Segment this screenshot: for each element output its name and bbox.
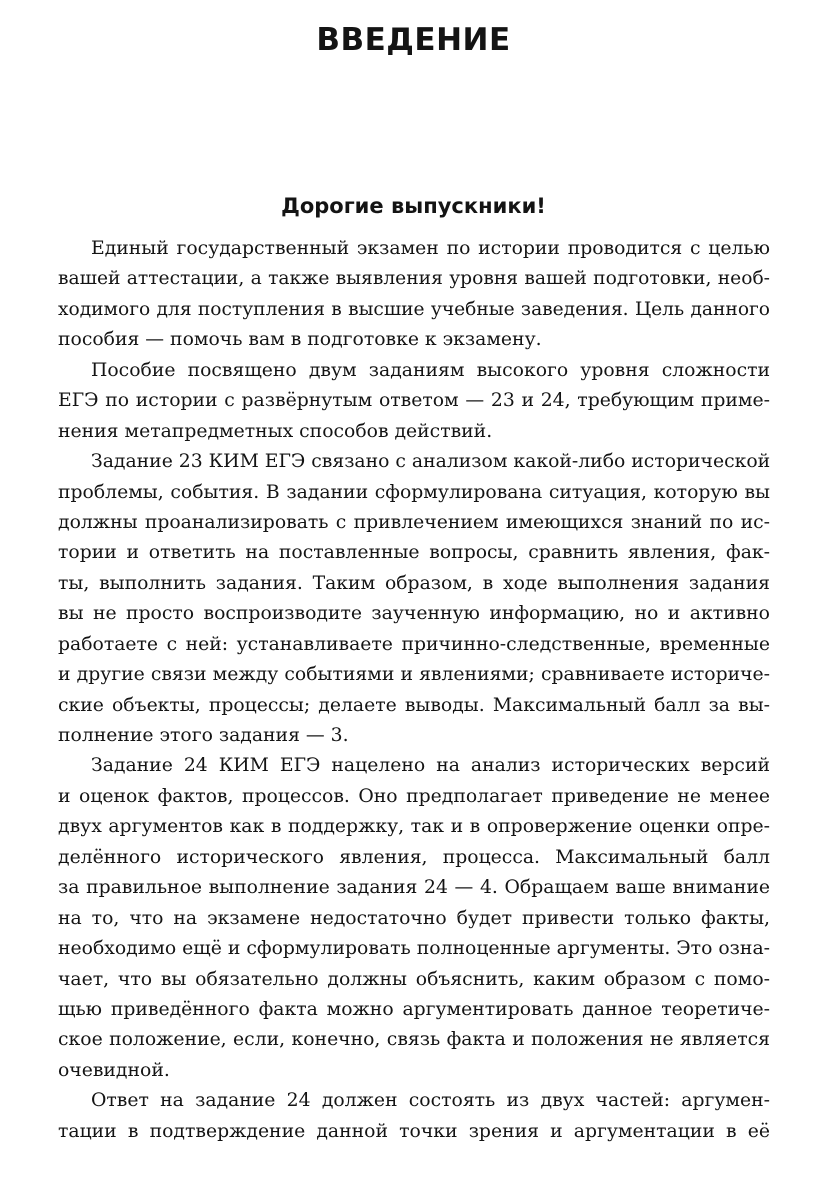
text-line: щью приведённого факта можно аргументировать данное теоретиче-: [58, 998, 770, 1020]
text-line: проблемы, события. В задании сформулирована ситуация, которую вы: [58, 481, 770, 503]
paragraph: [58, 751, 770, 1086]
chapter-title: ВВЕДЕНИЕ: [316, 22, 511, 58]
text-line: Ответ на задание 24 должен состоять из двух частей: аргумен-: [91, 1090, 770, 1112]
text-line: Единый государственный экзамен по истории проводится с целью: [91, 238, 770, 259]
text-line: должны проанализировать с привлечением имеющихся знаний по ис-: [58, 511, 770, 533]
text-line: работаете с ней: устанавливаете причинно-следственные, временные: [58, 633, 770, 655]
text-line: вашей аттестации, а также выявления уровня вашей подготовки, необ-: [58, 268, 770, 290]
text-line: Пособие посвящено двум заданиям высокого уровня сложности: [91, 359, 770, 381]
text-line: Задание 23 КИМ ЕГЭ связано с анализом какой-либо исторической: [91, 451, 771, 473]
text-line: ское положение, если, конечно, связь факта и положения не является: [58, 1029, 770, 1051]
text-line: пособия — помочь вам в подготовке к экзамену.: [58, 329, 542, 351]
text-line: полнение этого задания — 3.: [58, 725, 349, 746]
text-line: тории и ответить на поставленные вопросы, сравнить явления, фак-: [58, 542, 770, 564]
paragraph: [58, 234, 770, 356]
text-line: на то, что на экзамене недостаточно будет привести только факты,: [58, 907, 770, 929]
text-line: ские объекты, процессы; делаете выводы. Максимальный балл за вы-: [58, 694, 770, 716]
text-line: необходимо ещё и сформулировать полноценные аргументы. Это озна-: [58, 938, 770, 960]
text-line: и оценок фактов, процессов. Оно предполагает приведение не менее: [58, 785, 770, 807]
text-line: двух аргументов как в поддержку, так и в опровержение оценки опре-: [58, 816, 770, 838]
body-text: [58, 234, 770, 1147]
text-line: нения метапредметных способов действий.: [58, 420, 493, 442]
paragraph: [58, 447, 770, 751]
text-line: ты, выполнить задания. Таким образом, в ходе выполнения задания: [58, 572, 770, 594]
text-line: очевидной.: [58, 1059, 170, 1081]
text-line: ходимого для поступления в высшие учебные заведения. Цель данного: [58, 298, 770, 320]
text-line: Задание 24 КИМ ЕГЭ нацелено на анализ исторических версий: [91, 755, 770, 777]
text-line: за правильное выполнение задания 24 — 4. Обращаем ваше внимание: [58, 877, 770, 899]
text-line: делённого исторического явления, процесса. Максимальный балл: [58, 846, 770, 868]
text-line: вы не просто воспроизводите заученную информацию, но и активно: [58, 603, 770, 625]
text-line: чает, что вы обязательно должны объяснить, каким образом с помо-: [58, 968, 770, 990]
text-line: и другие связи между событиями и явлениями; сравниваете историче-: [58, 664, 770, 686]
paragraph: [58, 356, 770, 447]
paragraph: [58, 1086, 770, 1147]
text-line: ЕГЭ по истории с развёрнутым ответом — 23 и 24, требующим приме-: [58, 390, 770, 412]
text-line: тации в подтверждение данной точки зрения и аргументации в её: [58, 1120, 770, 1142]
section-title: Дорогие выпускники!: [281, 194, 546, 218]
